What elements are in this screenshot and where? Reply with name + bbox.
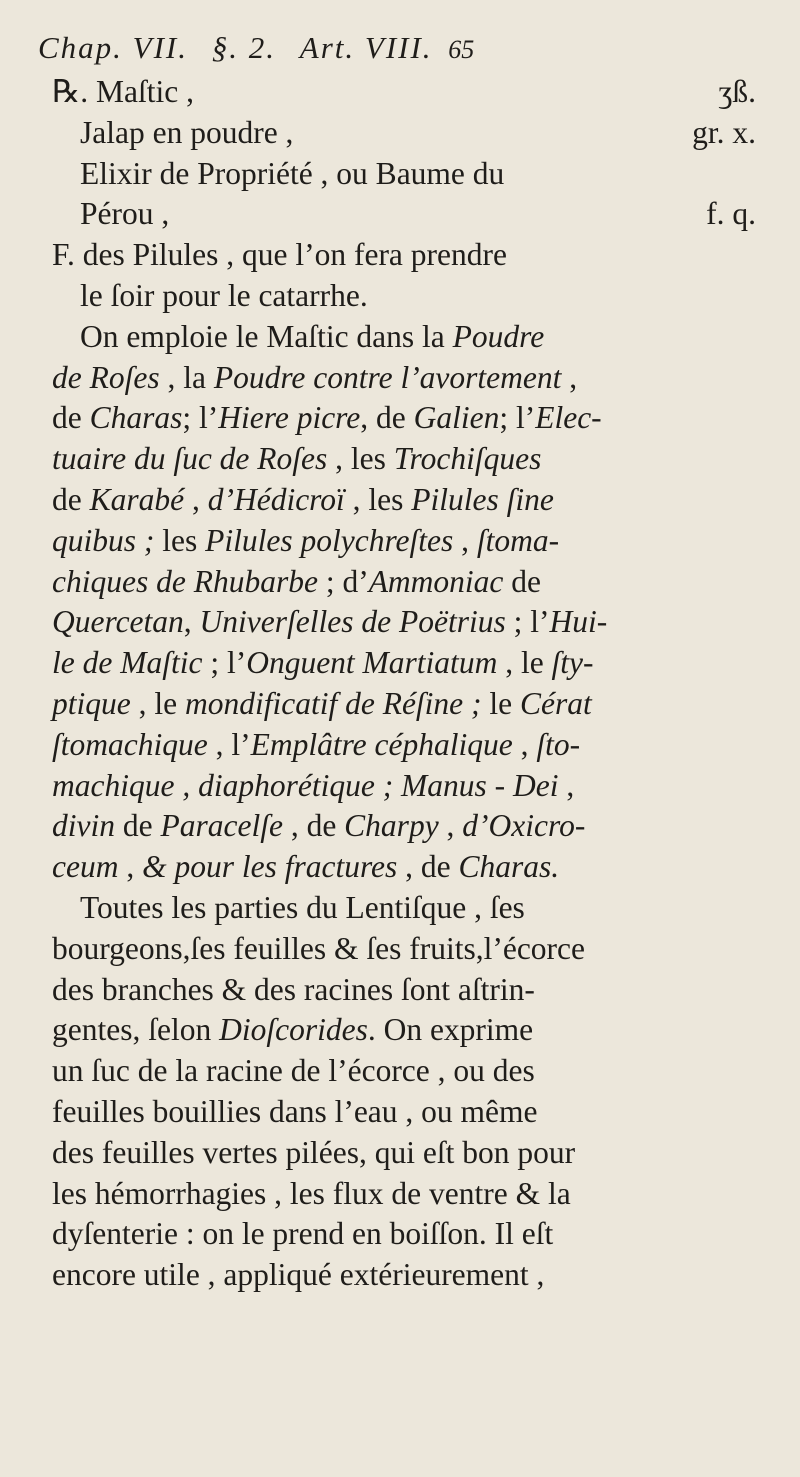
text: , xyxy=(453,522,477,558)
text: , les xyxy=(327,441,394,477)
italic-text: Pilules polychreſtes xyxy=(205,522,454,558)
italic-text: Elec- xyxy=(535,400,602,436)
text-line xyxy=(38,1174,762,1215)
italic-text: Onguent Martiatum xyxy=(246,645,498,681)
recipe-line xyxy=(38,113,762,154)
text-line xyxy=(38,358,762,399)
italic-text: Ammoniac xyxy=(368,563,504,599)
text: ; l’ xyxy=(499,400,536,436)
italic-text: Charas. xyxy=(458,849,560,885)
text-line xyxy=(38,1092,762,1133)
text: de xyxy=(115,808,161,844)
text: , xyxy=(561,359,578,395)
text: des feuilles vertes pilées, qui eſt bon pour xyxy=(52,1134,576,1170)
text: de xyxy=(52,481,90,517)
text: , de xyxy=(360,400,414,436)
italic-text: ptique xyxy=(52,685,131,721)
text-line xyxy=(38,317,762,358)
text-line xyxy=(38,602,762,643)
text: On emploie le Maſtic dans la xyxy=(80,318,453,354)
text: , la xyxy=(159,359,214,395)
text: , de xyxy=(282,808,345,844)
text-line xyxy=(38,1010,762,1051)
italic-text: Charpy xyxy=(344,808,439,844)
italic-text: Pilules ſine xyxy=(411,481,554,517)
text-line xyxy=(38,643,762,684)
header-section: §. 2. xyxy=(211,30,277,65)
text-line xyxy=(38,725,762,766)
paragraph-mastic-uses xyxy=(38,317,762,888)
text: , xyxy=(438,808,463,844)
italic-text: quibus ; xyxy=(52,522,155,558)
italic-text: Dioſcorides xyxy=(219,1012,368,1048)
header-article: Art. VIII. xyxy=(299,30,433,65)
italic-text: Paracelſe xyxy=(160,808,283,844)
text: , xyxy=(512,726,537,762)
text: , xyxy=(184,481,208,517)
text: bourgeons,ſes feuilles & ſes fruits,l’écorce xyxy=(52,930,586,966)
recipe-quantity: ʒß. xyxy=(718,74,756,109)
text-line xyxy=(38,847,762,888)
text-line xyxy=(38,1133,762,1174)
italic-text: mondificatif de Réſine ; xyxy=(184,685,482,721)
italic-text: Emplâtre céphalique xyxy=(250,726,513,762)
text-line xyxy=(38,562,762,603)
italic-text: de Roſes xyxy=(52,359,160,395)
italic-text: machique , diaphorétique ; Manus - Dei xyxy=(52,767,559,803)
text: . On exprime xyxy=(367,1012,534,1048)
recipe-quantity: f. q. xyxy=(706,196,756,232)
text: , xyxy=(558,767,575,803)
text-line xyxy=(38,970,762,1011)
recipe-quantity xyxy=(676,154,756,195)
italic-text: Hiere picre xyxy=(218,400,361,436)
text-line xyxy=(38,888,762,929)
text-line xyxy=(38,439,762,480)
recipe-block xyxy=(38,72,762,235)
text: , xyxy=(183,604,200,640)
text: ; l’ xyxy=(202,645,247,681)
italic-text: chiques de Rhubarbe xyxy=(52,563,318,599)
text: ; l’ xyxy=(182,400,219,436)
recipe-line xyxy=(38,154,762,195)
italic-text: Cérat xyxy=(520,685,592,721)
italic-text: Trochiſques xyxy=(393,441,542,477)
text: les xyxy=(154,522,206,558)
recipe-ingredient: Elixir de Propriété , ou Baume du xyxy=(80,155,505,191)
text-line xyxy=(38,1255,762,1296)
italic-text: Poudre contre l’avortement xyxy=(213,359,562,395)
italic-text: Galien xyxy=(413,400,500,436)
text-line xyxy=(38,1051,762,1092)
text-line xyxy=(38,806,762,847)
italic-text: Charas xyxy=(89,400,183,436)
recipe-instruction xyxy=(38,235,762,317)
text: un ſuc de la racine de l’écorce , ou des xyxy=(52,1053,535,1089)
italic-text: tuaire du ſuc de Roſes xyxy=(52,441,328,477)
text-line xyxy=(38,1214,762,1255)
text: des branches & des racines ſont aſtrin- xyxy=(52,971,535,1007)
text-line xyxy=(38,521,762,562)
text-line xyxy=(38,929,762,970)
italic-text: ſto- xyxy=(536,726,581,762)
italic-text: ſtomachique xyxy=(52,726,208,762)
text: , le xyxy=(130,685,185,721)
text-line xyxy=(38,398,762,439)
text-line xyxy=(38,684,762,725)
header-chapter: Chap. VII. xyxy=(38,30,189,65)
italic-text: Hui- xyxy=(549,604,608,640)
instruction-line: le ſoir pour le catarrhe. xyxy=(80,277,368,313)
recipe-line xyxy=(38,194,762,235)
recipe-quantity: gr. x. xyxy=(692,114,756,150)
text-line xyxy=(38,480,762,521)
text: le xyxy=(481,685,521,721)
text: gentes, ſelon xyxy=(52,1012,220,1048)
italic-text: d’Oxicro- xyxy=(462,808,586,844)
text: feuilles bouillies dans l’eau , ou même xyxy=(52,1093,538,1129)
italic-text: & pour les fractures xyxy=(142,849,398,885)
text: de xyxy=(503,563,542,599)
italic-text: divin xyxy=(52,808,115,844)
italic-text: Quercetan xyxy=(52,604,184,640)
recipe-line xyxy=(38,72,762,113)
text: , le xyxy=(497,645,552,681)
text: , les xyxy=(344,481,412,517)
text: ; d’ xyxy=(317,563,369,599)
italic-text: Poudre xyxy=(452,318,545,354)
italic-text: Univerſelles de Poëtrius xyxy=(199,604,506,640)
italic-text: ceum xyxy=(52,849,119,885)
text: , l’ xyxy=(207,726,251,762)
italic-text: ſty- xyxy=(551,645,594,681)
text: encore utile , appliqué extérieurement , xyxy=(52,1257,545,1293)
text: , de xyxy=(397,849,459,885)
text: les hémorrhagies , les flux de ventre & la xyxy=(52,1175,571,1211)
running-header xyxy=(38,28,762,70)
page-number: 65 xyxy=(448,35,475,64)
paragraph-lentisk-parts xyxy=(38,888,762,1296)
text: Toutes les parties du Lentiſque , ſes xyxy=(80,889,525,925)
italic-text: d’Hédicroï xyxy=(207,481,345,517)
recipe-ingredient: Pérou , xyxy=(80,196,170,232)
italic-text: ſtoma- xyxy=(476,522,560,558)
italic-text: Karabé xyxy=(89,481,185,517)
text: de xyxy=(52,400,90,436)
text-line xyxy=(38,766,762,807)
text: dyſenterie : on le prend en boiſſon. Il eſt xyxy=(52,1216,554,1252)
text: ; l’ xyxy=(505,604,550,640)
italic-text: le de Maſtic xyxy=(52,645,203,681)
text: , xyxy=(118,849,143,885)
recipe-ingredient: Jalap en poudre , xyxy=(80,114,294,150)
instruction-line: F. des Pilules , que l’on fera prendre xyxy=(52,237,507,273)
recipe-ingredient: ℞. Maſtic , xyxy=(52,74,194,109)
